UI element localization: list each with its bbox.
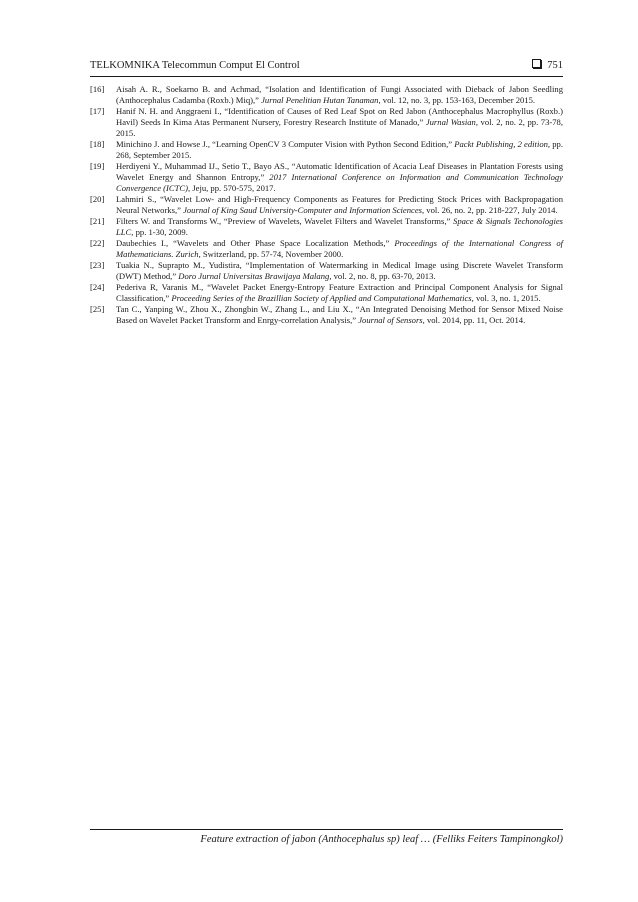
reference-item (90, 106, 563, 139)
reference-item (90, 260, 563, 282)
reference-source: 2017 International Conference on Information and Communication Technology Convergence (ICTC) (116, 172, 564, 193)
reference-source: Journal of Sensors (358, 315, 423, 325)
reference-number: [19] (90, 161, 105, 171)
reference-segment: Aisah A. R., Soekarno B. and Achmad, “Isolation and Identification of Fungi Associated with Dieback of Jabon Seedling (Anthocephalus Cadamba (Roxb.) Miq),” (116, 84, 563, 105)
page-number: 751 (547, 60, 563, 71)
page-number-block (532, 59, 563, 73)
reference-number: [20] (90, 194, 105, 204)
reference-item (90, 84, 563, 106)
reference-segment: , vol. 3, no. 1, 2015. (471, 293, 541, 303)
reference-segment: Pederiva R, Varanis M., “Wavelet Packet Energy-Entropy Feature Extraction and Principal Component Analysis for Signal Classification,” (116, 282, 563, 303)
reference-item (90, 304, 563, 326)
reference-text (116, 282, 563, 303)
reference-number: [25] (90, 304, 105, 314)
reference-list (90, 84, 563, 326)
reference-segment: Filters W. and Transforms W., “Preview of Wavelets, Wavelet Filters and Wavelet Transforms,” (116, 216, 454, 226)
reference-number: [22] (90, 238, 105, 248)
reference-segment: Tan C., Yanping W., Zhou X., Zhongbin W., Zhang L., and Liu X., “An Integrated Denoising Method for Sensor Mixed Noise Based on Wavelet Packet Transform and Enrgy-correlation Analysis,” (116, 304, 563, 325)
journal-title: TELKOMNIKA Telecommun Comput El Control (90, 60, 300, 71)
reference-segment: Daubechies I., “Wavelets and Other Phase Space Localization Methods,” (116, 238, 395, 248)
reference-segment: , Switzerland, pp. 57-74, November 2000. (198, 249, 344, 259)
reference-source: Proceedings of the International Congress of Mathematicians. Zurich (116, 238, 564, 259)
reference-item (90, 282, 563, 304)
reference-text (116, 216, 563, 237)
reference-text (116, 161, 563, 193)
reference-segment: , vol. 2, no. 2, pp. 73-78, 2015. (116, 117, 564, 138)
reference-segment: Lahmiri S., “Wavelet Low- and High-Frequency Components as Features for Predicting Stock Prices with Backpropagation Neural Networks,” (116, 194, 563, 215)
reference-segment: , vol. 2, no. 8, pp. 63-70, 2013. (329, 271, 436, 281)
reference-item (90, 194, 563, 216)
reference-item (90, 216, 563, 238)
reference-source: Jurnal Wasian (425, 117, 476, 127)
page-header (90, 59, 563, 75)
page-footer: Feature extraction of jabon (Anthocephalus sp) leaf … (Felliks Feiters Tampinongkol) (200, 834, 563, 845)
reference-segment: , pp. 1-30, 2009. (131, 227, 188, 237)
reference-number: [23] (90, 260, 105, 270)
reference-segment: , Jeju, pp. 570-575, 2017. (188, 183, 276, 193)
reference-text (116, 139, 563, 160)
reference-segment: , vol. 12, no. 3, pp. 153-163, December 2015. (378, 95, 536, 105)
reference-number: [24] (90, 282, 105, 292)
reference-item (90, 161, 563, 194)
reference-source: Proceeding Series of the Brazillian Society of Applied and Computational Mathematics (171, 293, 472, 303)
reference-number: [18] (90, 139, 105, 149)
reference-number: [17] (90, 106, 105, 116)
reference-text (116, 106, 563, 138)
reference-segment: , pp. 268, September 2015. (116, 139, 564, 160)
reference-source: Journal of King Saud University-Computer and Information Sciences (183, 205, 422, 215)
reference-source: Packt Publishing, 2 edition (454, 139, 548, 149)
reference-source: Jurnal Penelitian Hutan Tanaman (261, 95, 379, 105)
reference-segment: , vol. 2014, pp. 11, Oct. 2014. (422, 315, 526, 325)
reference-segment: Tuakia N., Suprapto M., Yudistira, “Implementation of Watermarking in Medical Image using Discrete Wavelet Transform (DWT) Method,” (116, 260, 563, 281)
reference-number: [21] (90, 216, 105, 226)
reference-source: Doro Jurnal Universitas Brawijaya Malang (178, 271, 330, 281)
reference-number: [16] (90, 84, 105, 94)
reference-segment: Herdiyeni Y., Muhammad IJ., Setio T., Bayo AS., “Automatic Identification of Acacia Leaf Diseases in Plantation Forests using Wavelet Energy and Shannon Entropy,” (116, 161, 563, 182)
footer-divider (90, 829, 563, 830)
reference-segment: Hanif N. H. and Anggraeni I., “Identification of Causes of Red Leaf Spot on Red Jabon (Anthocephalus Macrophyllus (Roxb.) Havil) Seeds In Kima Atas Permanent Nursery, Forestry Research Institute of Manado,” (116, 106, 563, 127)
header-divider (90, 76, 563, 77)
reference-segment: Minichino J. and Howse J., “Learning OpenCV 3 Computer Vision with Python Second Edition,” (116, 139, 455, 149)
reference-text (116, 260, 563, 281)
reference-text (116, 238, 563, 259)
reference-text (116, 194, 563, 215)
reference-source: Space & Signals Techonologies LLC (116, 216, 563, 237)
reference-item (90, 238, 563, 260)
reference-segment: , vol. 26, no. 2, pp. 218-227, July 2014. (422, 205, 558, 215)
reference-item (90, 139, 563, 161)
reference-text (116, 304, 563, 325)
reference-text (116, 84, 563, 105)
square-box-icon (532, 59, 541, 68)
